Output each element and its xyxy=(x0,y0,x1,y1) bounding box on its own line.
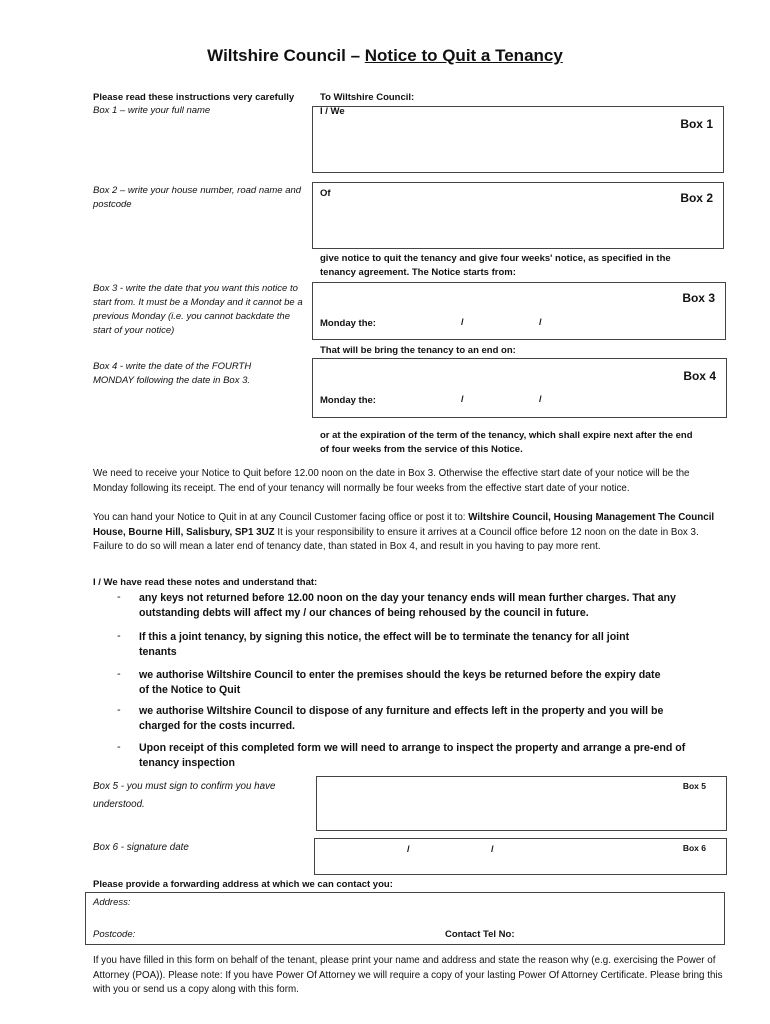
box6-slash-1: / xyxy=(407,844,410,855)
title-underlined: Notice to Quit a Tenancy xyxy=(364,46,563,65)
bullet-dash: - xyxy=(117,704,121,716)
box3-slash-2: / xyxy=(539,317,542,328)
bullet-inspection: Upon receipt of this completed form we will need to arrange to inspect the property and arrange a pre-end of tenancy inspection xyxy=(139,742,686,769)
box2-instruction: Box 2 – write your house number, road name and postcode xyxy=(93,185,302,210)
bullet-dash: - xyxy=(117,668,121,680)
box1-instruction: Box 1 – write your full name xyxy=(93,105,211,116)
box2-address-field[interactable] xyxy=(312,182,724,249)
bullet-joint-tenancy: If this a joint tenancy, by signing this notice, the effect will be to terminate the tenancy for all joint tenants xyxy=(139,631,630,658)
notice-text: give notice to quit the tenancy and give four weeks' notice, as specified in the tenancy agreement. The Notice starts from: xyxy=(320,253,671,278)
council-postal-address: Wiltshire Council, Housing Management The Council House, Bourne Hill, Salisbury, SP1 3UZ xyxy=(93,512,715,538)
box3-label: Box 3 xyxy=(682,291,715,305)
box1-prefix: I / We xyxy=(320,106,345,117)
box4-slash-1: / xyxy=(461,394,464,405)
end-text: That will be bring the tenancy to an end on: xyxy=(320,345,516,356)
box4-monday-label: Monday the: xyxy=(320,395,376,406)
box4-slash-2: / xyxy=(539,394,542,405)
contact-tel-label: Contact Tel No: xyxy=(445,929,515,940)
bullet-dispose-furniture: we authorise Wiltshire Council to dispose of any furniture and effects left in the property and you will be charged for the costs incurred. xyxy=(139,705,664,732)
box5-instruction: Box 5 - you must sign to confirm you have understood. xyxy=(93,781,276,810)
box6-slash-2: / xyxy=(491,844,494,855)
address-label: Address: xyxy=(93,897,131,908)
hand-in-end: It is your responsibility to ensure it arrives at a Council office before 12 noon on the date in Box 3. Failure to do so will mean a later end of tenancy date, than stated in Box 4, and result in you having to pay more rent. xyxy=(93,526,699,552)
bullet-keys-debts: any keys not returned before 12.00 noon on the day your tenancy ends will mean further charges. That any outstanding debts will affect my / our chances of being rehoused by the council in future. xyxy=(139,592,676,619)
hand-in-paragraph xyxy=(93,511,723,555)
box1-label: Box 1 xyxy=(680,117,713,131)
box5-signature-field[interactable] xyxy=(316,776,727,831)
hand-in-start: You can hand your Notice to Quit in at any Council Customer facing office or post it to: xyxy=(93,512,469,523)
box4-end-date-field[interactable] xyxy=(312,358,727,418)
page-title xyxy=(0,46,770,66)
expiration-text: or at the expiration of the term of the tenancy, which shall expire next after the end of four weeks from the service of this Notice. xyxy=(320,430,693,455)
box6-label: Box 6 xyxy=(682,843,706,853)
forwarding-address-field[interactable] xyxy=(85,892,725,945)
box2-label: Box 2 xyxy=(680,191,713,205)
bullet-dash: - xyxy=(117,630,121,642)
box3-slash-1: / xyxy=(461,317,464,328)
footer-note: If you have filled in this form on behalf of the tenant, please print your name and address and state the reason why (e.g. exercising the Power of Attorney (POA)). Please note: If you have Power Of Attorney we will require a copy of your lasting Power Of Attorney Certificate. Please bring this with you or send us a copy along with this form. xyxy=(93,955,723,995)
box3-monday-label: Monday the: xyxy=(320,318,376,329)
box6-instruction: Box 6 - signature date xyxy=(93,842,189,853)
box3-start-date-field[interactable] xyxy=(312,282,726,340)
box2-prefix: Of xyxy=(320,188,331,199)
postcode-label: Postcode: xyxy=(93,929,136,940)
forwarding-heading: Please provide a forwarding address at which we can contact you: xyxy=(93,879,393,890)
box6-signature-date-field[interactable] xyxy=(314,838,727,875)
receive-notice-paragraph: We need to receive your Notice to Quit before 12.00 noon on the date in Box 3. Otherwise the effective start date of your notice will be the Monday following its receipt. The end of your tenancy will normally be four weeks from the effective start date of your notice. xyxy=(93,468,690,494)
instructions-heading: Please read these instructions very carefully xyxy=(93,92,295,103)
title-prefix: Wiltshire Council – xyxy=(207,46,365,65)
understand-heading: I / We have read these notes and understand that: xyxy=(93,577,318,588)
bullet-dash: - xyxy=(117,591,121,603)
box4-label: Box 4 xyxy=(683,369,716,383)
to-council-label: To Wiltshire Council: xyxy=(320,92,415,103)
box1-name-field[interactable] xyxy=(312,106,724,173)
box4-instruction: Box 4 - write the date of the FOURTH MONDAY following the date in Box 3. xyxy=(93,361,252,386)
box3-instruction: Box 3 - write the date that you want this notice to start from. It must be a Monday and it cannot be a previous Monday (i.e. you cannot backdate the start of your notice) xyxy=(93,283,303,336)
bullet-dash: - xyxy=(117,741,121,753)
box5-label: Box 5 xyxy=(682,781,706,791)
bullet-enter-premises: we authorise Wiltshire Council to enter the premises should the keys be returned before the expiry date of the Notice to Quit xyxy=(139,669,661,696)
